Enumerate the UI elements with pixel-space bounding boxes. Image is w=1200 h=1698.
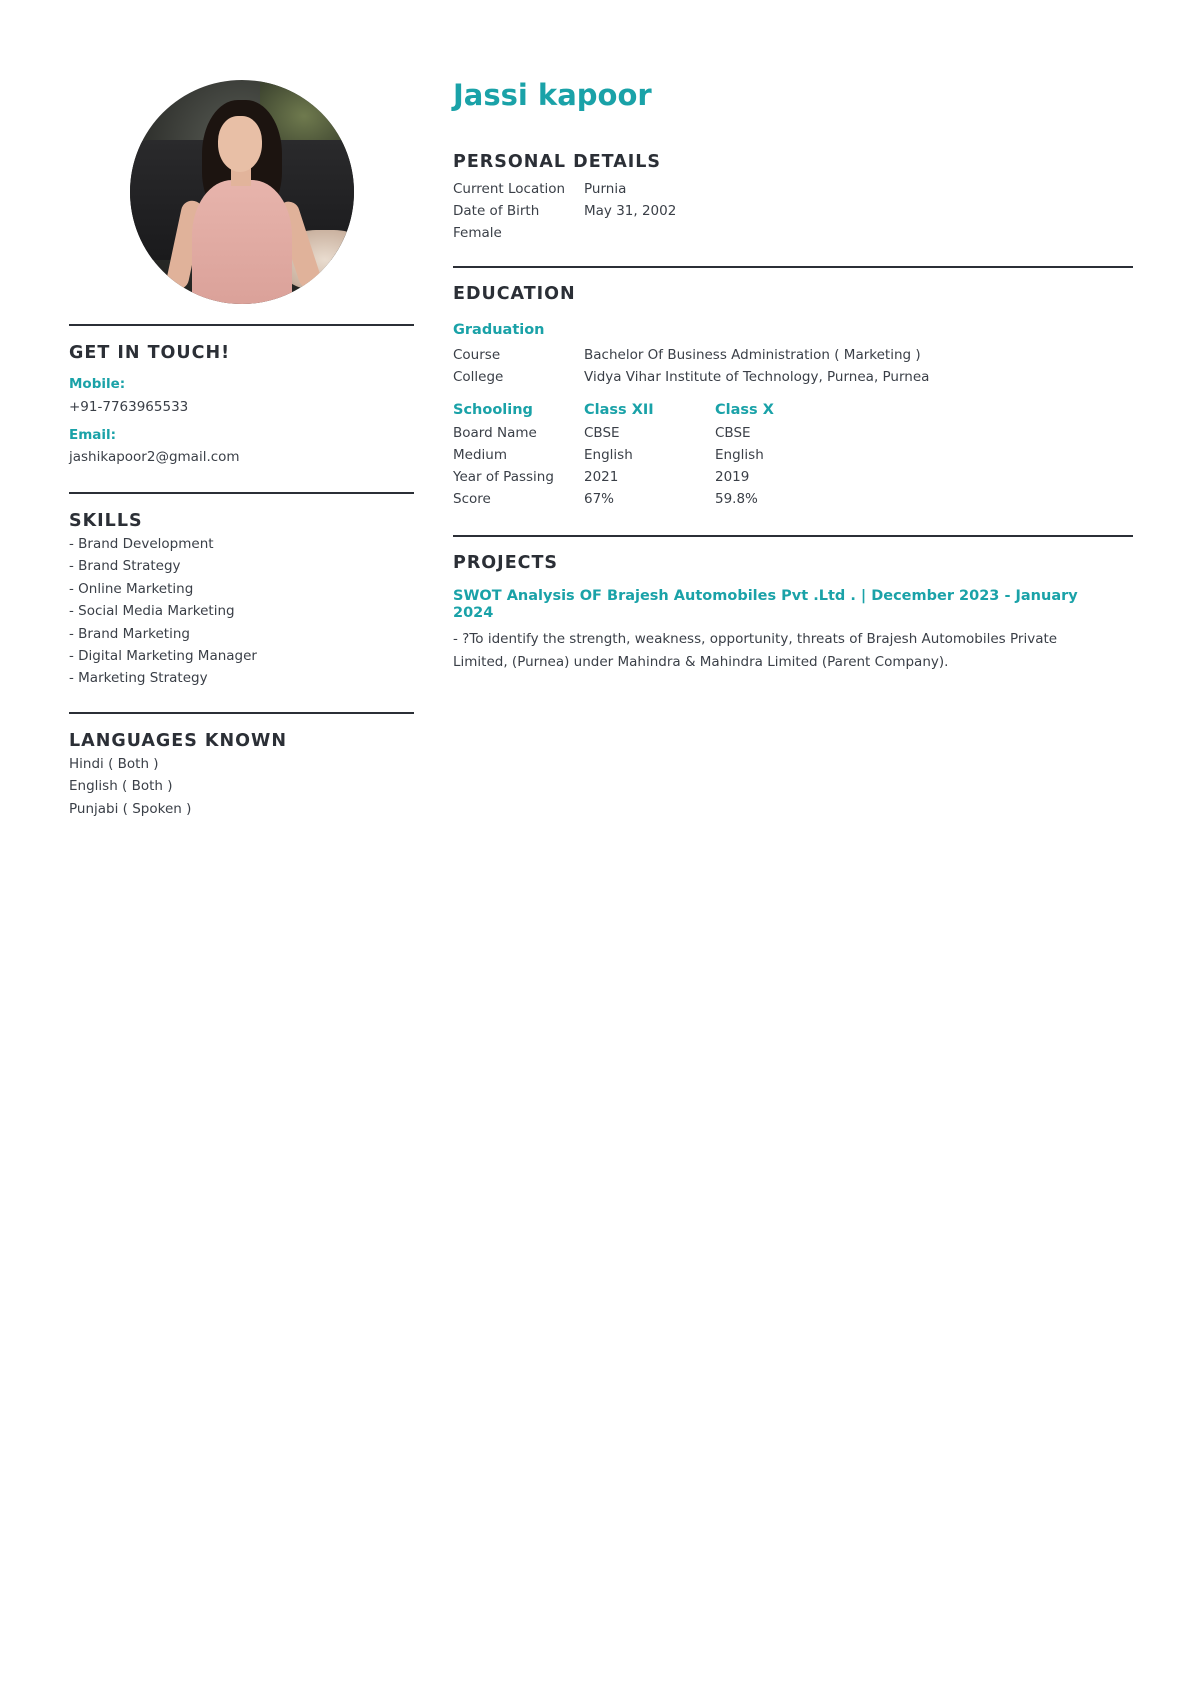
project-description: - ?To identify the strength, weakness, opportunity, threats of Brajesh Automobiles Private Limited, (Purnea) under Mahindra & Mahindra Limited (Parent Company).	[453, 631, 1058, 670]
divider	[69, 712, 414, 714]
personal-details-title: PERSONAL DETAILS	[453, 152, 662, 172]
table-row	[453, 488, 774, 510]
table-cell: 2021	[584, 469, 619, 485]
class-xii-header: Class XII	[584, 402, 654, 418]
list-item: Hindi ( Both )	[69, 756, 159, 772]
dob-value: May 31, 2002	[584, 203, 677, 219]
profile-photo	[130, 80, 354, 304]
education-title: EDUCATION	[453, 284, 576, 304]
list-item: - Social Media Marketing	[69, 603, 235, 620]
mobile-value: +91-7763965533	[69, 399, 189, 415]
list-item: - Digital Marketing Manager	[69, 647, 257, 664]
location-key: Current Location	[453, 181, 566, 197]
divider	[453, 266, 1133, 268]
table-cell: English	[584, 447, 633, 463]
divider	[69, 324, 414, 326]
table-cell: CBSE	[584, 425, 620, 441]
list-item: - Online Marketing	[69, 580, 194, 597]
table-cell: CBSE	[715, 425, 751, 441]
schooling-header: Schooling	[453, 402, 533, 418]
gender-value: Female	[453, 225, 502, 241]
divider	[453, 535, 1133, 537]
list-item: Punjabi ( Spoken )	[69, 800, 192, 817]
candidate-name: Jassi kapoor	[453, 78, 652, 112]
contact-title: GET IN TOUCH!	[69, 343, 231, 363]
table-cell: English	[715, 447, 764, 463]
table-cell: Year of Passing	[453, 469, 554, 485]
list-item: - Marketing Strategy	[69, 670, 208, 687]
table-row	[453, 466, 774, 488]
languages-title: LANGUAGES KNOWN	[69, 731, 287, 751]
divider	[69, 492, 414, 494]
project-title: SWOT Analysis OF Brajesh Automobiles Pvt .Ltd . | December 2023 - January 2024	[453, 588, 1078, 621]
table-row	[453, 444, 774, 466]
list-item: - Brand Strategy	[69, 558, 181, 575]
schooling-table	[453, 398, 774, 510]
table-row	[453, 422, 774, 444]
college-value: Vidya Vihar Institute of Technology, Purnea, Purnea	[584, 369, 930, 385]
table-cell: Score	[453, 491, 491, 507]
skills-list	[69, 533, 257, 690]
list-item: - Brand Marketing	[69, 625, 190, 642]
graduation-label: Graduation	[453, 322, 545, 338]
table-header-row	[453, 398, 774, 422]
email-value: jashikapoor2@gmail.com	[69, 449, 240, 465]
languages-list	[69, 753, 191, 820]
location-value: Purnia	[584, 181, 627, 197]
course-key: Course	[453, 347, 501, 363]
college-key: College	[453, 369, 504, 385]
table-cell: 67%	[584, 491, 615, 507]
table-cell: 2019	[715, 469, 750, 485]
course-value: Bachelor Of Business Administration ( Marketing )	[584, 347, 921, 363]
dob-key: Date of Birth	[453, 203, 540, 219]
list-item: - Brand Development	[69, 536, 214, 552]
email-label: Email:	[69, 427, 117, 443]
projects-title: PROJECTS	[453, 553, 559, 573]
table-cell: Board Name	[453, 425, 537, 441]
skills-title: SKILLS	[69, 511, 143, 531]
class-x-header: Class X	[715, 402, 774, 418]
list-item: English ( Both )	[69, 778, 173, 795]
table-cell: 59.8%	[715, 491, 758, 507]
table-cell: Medium	[453, 447, 507, 463]
mobile-label: Mobile:	[69, 376, 126, 392]
